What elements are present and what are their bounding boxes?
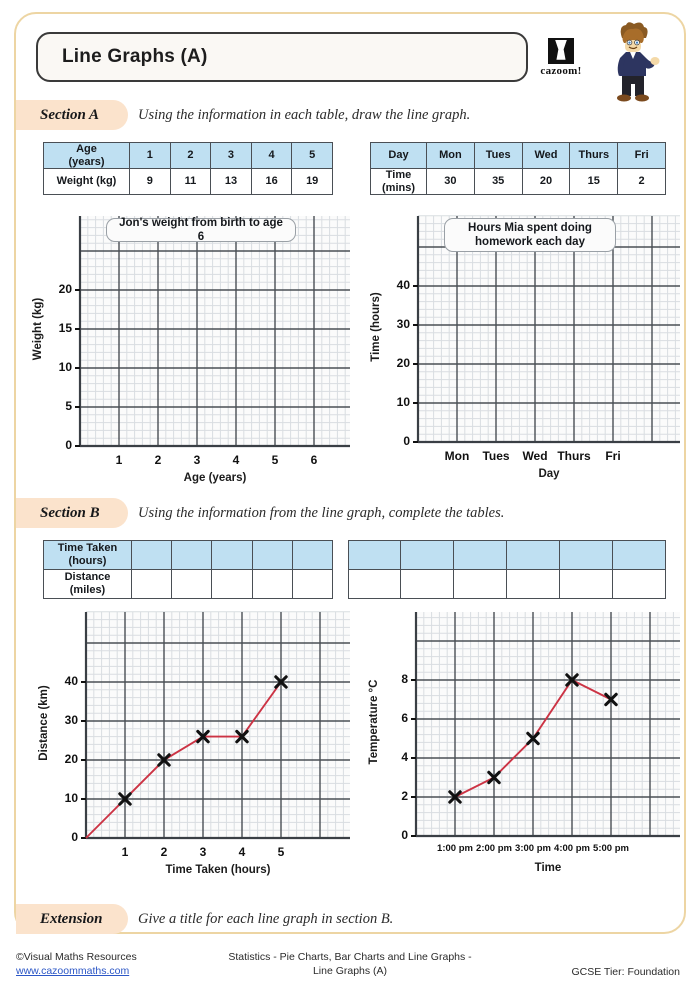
footer-left — [16, 950, 216, 978]
x-axis-tick-label: Mon — [444, 449, 470, 463]
cazoom-glass-icon — [548, 38, 574, 64]
table-cell[interactable] — [212, 570, 252, 599]
table-col-header: 3 — [211, 143, 252, 169]
x-axis-tick-label: Fri — [605, 449, 621, 463]
table-cell[interactable]: 2 — [618, 169, 666, 195]
x-axis-tick-label: Wed — [522, 449, 548, 463]
y-axis-tick-label: 20 — [58, 282, 72, 296]
y-axis-tick-label: 0 — [403, 434, 410, 448]
x-axis-tick-label: Tues — [482, 449, 510, 463]
footer-center-line2: Line Graphs (A) — [312, 965, 388, 978]
x-axis-tick-label: 1:00 pm — [437, 843, 473, 854]
cazoom-logo — [528, 36, 594, 78]
y-axis-label: Weight (kg) — [32, 297, 44, 361]
table-day-time — [370, 142, 666, 195]
table-col-header — [172, 541, 212, 570]
table-col-header: Thurs — [570, 143, 618, 169]
table-cell[interactable]: 11 — [170, 169, 211, 195]
table-col-header: Mon — [427, 143, 475, 169]
logo-wordmark: cazoom! — [540, 64, 582, 77]
y-axis-tick-label: 0 — [71, 830, 78, 844]
y-axis-tick-label: 15 — [58, 321, 72, 335]
section-b-band — [16, 498, 128, 528]
x-axis-tick-label: 4 — [232, 453, 240, 467]
y-axis-tick-label: 30 — [64, 713, 78, 727]
table-corner-header: Day — [371, 143, 427, 169]
y-axis-tick-label: 0 — [65, 438, 72, 452]
table-cell[interactable] — [172, 570, 212, 599]
table-cell[interactable]: 13 — [211, 169, 252, 195]
table-row-header: Time (mins) — [371, 169, 427, 195]
extension-band — [16, 904, 128, 934]
table-corner-header: Time Taken (hours) — [44, 541, 132, 570]
y-axis-tick-label: 4 — [401, 750, 408, 764]
section-b-instruction: Using the information from the line graph, complete the tables. — [138, 505, 505, 521]
section-a-band — [16, 100, 128, 130]
table-cell[interactable]: 16 — [251, 169, 292, 195]
table-col-header: 4 — [251, 143, 292, 169]
table-cell[interactable] — [252, 570, 292, 599]
table-cell[interactable]: 9 — [130, 169, 171, 195]
y-axis-tick-label: 2 — [401, 789, 408, 803]
table-cell[interactable]: 15 — [570, 169, 618, 195]
x-axis-label: Time Taken (hours) — [165, 864, 271, 876]
x-axis-tick-label: 2 — [160, 845, 168, 859]
footer-center-line1: Statistics - Pie Charts, Bar Charts and Line Graphs - — [228, 951, 472, 963]
extension-label: Extension — [40, 910, 103, 927]
website-link[interactable]: www.cazoommaths.com — [16, 965, 130, 978]
x-axis-tick-label: 4 — [238, 845, 246, 859]
table-cell[interactable] — [560, 570, 613, 599]
y-axis-tick-label: 10 — [396, 395, 410, 409]
x-axis-label: Day — [538, 468, 560, 480]
x-axis-tick-label: 2:00 pm — [476, 843, 512, 854]
chart-distance-time — [36, 608, 356, 888]
table-col-header — [613, 541, 666, 570]
table-cell[interactable] — [292, 570, 332, 599]
x-axis-tick-label: 1 — [115, 453, 123, 467]
extension-instruction: Give a title for each line graph in section B. — [138, 911, 394, 927]
chart-temperature-time — [366, 608, 686, 888]
table-corner-header — [349, 541, 401, 570]
x-axis-tick-label: 3:00 pm — [515, 843, 551, 854]
table-col-header — [132, 541, 172, 570]
table-cell[interactable]: 30 — [427, 169, 475, 195]
x-axis-tick-label: 1 — [121, 845, 129, 859]
y-axis-tick-label: 8 — [401, 672, 408, 686]
table-row-header — [349, 570, 401, 599]
tier-text: GCSE Tier: Foundation — [571, 966, 680, 978]
x-axis-tick-label: 6 — [310, 453, 318, 467]
footer-center — [200, 950, 500, 978]
table-age-weight — [43, 142, 333, 195]
section-b-label: Section B — [40, 504, 100, 521]
x-axis-tick-label: 3 — [193, 453, 201, 467]
y-axis-tick-label: 30 — [396, 317, 410, 331]
chart-mia-homework — [366, 212, 686, 490]
table-cell[interactable] — [132, 570, 172, 599]
x-axis-tick-label: 5 — [277, 845, 285, 859]
y-axis-tick-label: 10 — [64, 791, 78, 805]
table-time-distance — [43, 540, 333, 599]
table-col-header — [401, 541, 454, 570]
y-axis-tick-label: 0 — [401, 828, 408, 842]
y-axis-label: Distance (km) — [38, 685, 50, 761]
table-cell[interactable] — [507, 570, 560, 599]
table-cell[interactable]: 19 — [292, 169, 333, 195]
x-axis-tick-label: 5 — [271, 453, 279, 467]
table-cell[interactable]: 20 — [522, 169, 570, 195]
table-cell[interactable]: 35 — [474, 169, 522, 195]
table-row-header: Weight (kg) — [44, 169, 130, 195]
y-axis-tick-label: 10 — [58, 360, 72, 374]
x-axis-tick-label: 4:00 pm — [554, 843, 590, 854]
y-axis-tick-label: 40 — [64, 674, 78, 688]
x-axis-tick-label: 5:00 pm — [593, 843, 629, 854]
table-col-header: Fri — [618, 143, 666, 169]
table-col-header: Wed — [522, 143, 570, 169]
y-axis-tick-label: 6 — [401, 711, 408, 725]
section-a-label: Section A — [40, 106, 100, 123]
table-col-header — [507, 541, 560, 570]
x-axis-tick-label: 2 — [154, 453, 162, 467]
x-axis-tick-label: Thurs — [557, 449, 591, 463]
y-axis-tick-label: 5 — [65, 399, 72, 413]
chart-title: Jon's weight from birth to age 6 — [106, 218, 296, 242]
x-axis-label: Time — [534, 862, 562, 874]
table-blank — [348, 540, 666, 599]
table-col-header: 5 — [292, 143, 333, 169]
worksheet-title-box — [36, 32, 528, 82]
table-col-header — [292, 541, 332, 570]
table-cell[interactable] — [454, 570, 507, 599]
chart-title: Hours Mia spent doing homework each day — [444, 218, 616, 252]
table-col-header: 1 — [130, 143, 171, 169]
table-col-header: Tues — [474, 143, 522, 169]
table-row-header: Distance (miles) — [44, 570, 132, 599]
boy-mascot-icon — [600, 20, 666, 106]
x-axis-tick-label: 3 — [199, 845, 207, 859]
section-a-instruction: Using the information in each table, draw the line graph. — [138, 107, 471, 123]
y-axis-label: Time (hours) — [370, 292, 382, 362]
y-axis-tick-label: 20 — [396, 356, 410, 370]
table-col-header — [560, 541, 613, 570]
y-axis-label: Temperature °C — [368, 679, 380, 765]
footer-right — [480, 965, 680, 979]
y-axis-tick-label: 40 — [396, 278, 410, 292]
table-col-header — [252, 541, 292, 570]
table-col-header: 2 — [170, 143, 211, 169]
chart-jons-weight — [32, 212, 356, 490]
table-col-header — [212, 541, 252, 570]
table-cell[interactable] — [401, 570, 454, 599]
table-corner-header: Age (years) — [44, 143, 130, 169]
x-axis-label: Age (years) — [183, 472, 247, 484]
table-cell[interactable] — [613, 570, 666, 599]
page-title: Line Graphs (A) — [62, 46, 208, 67]
table-col-header — [454, 541, 507, 570]
copyright-text: ©Visual Maths Resources — [16, 951, 137, 963]
y-axis-tick-label: 20 — [64, 752, 78, 766]
